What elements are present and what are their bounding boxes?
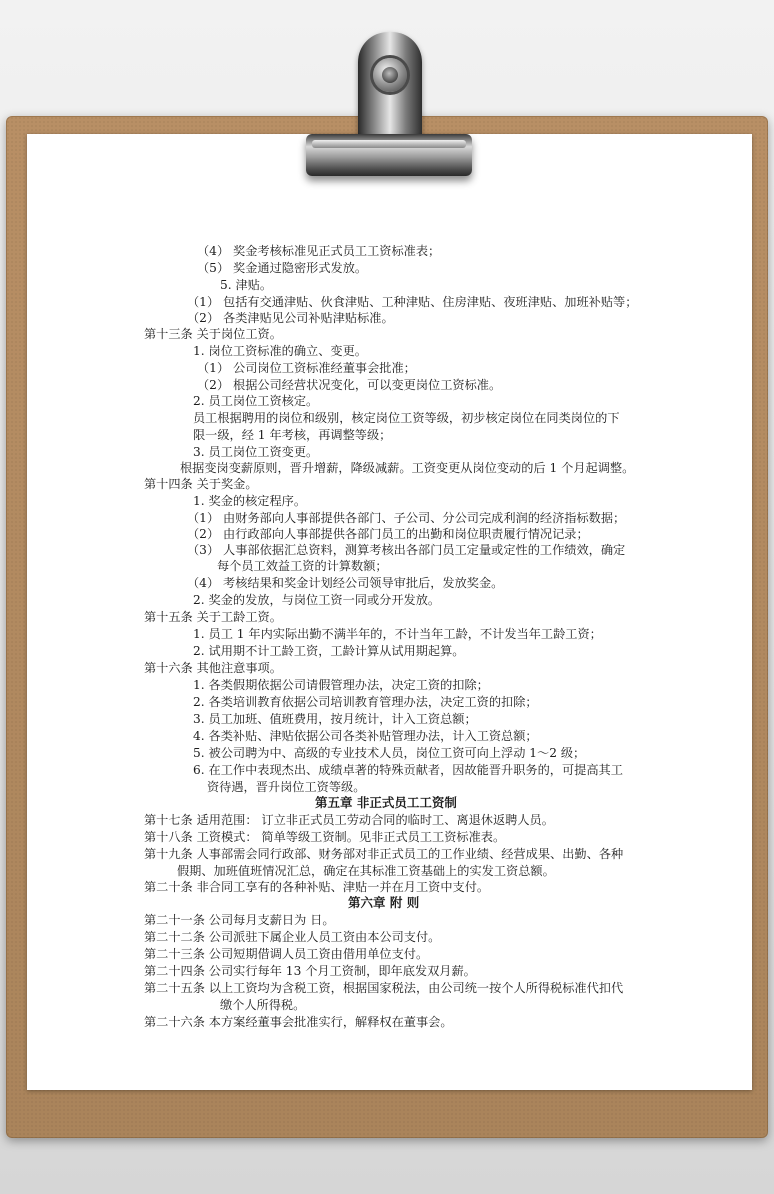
text-line: 根据变岗变薪原则，晋升增薪，降级减薪。工资变更从岗位变动的后 1 个月起调整。 bbox=[180, 461, 635, 475]
article-heading: 第二十六条 本方案经董事会批准实行，解释权在董事会。 bbox=[144, 1015, 453, 1029]
text-line: 1. 员工 1 年内实际出勤不满半年的，不计当年工龄，不计发当年工龄工资； bbox=[193, 627, 602, 641]
text-line: 1. 奖金的核定程序。 bbox=[193, 494, 307, 508]
text-line: 员工根据聘用的岗位和级别，核定岗位工资等级，初步核定岗位在同类岗位的下 bbox=[193, 411, 620, 425]
text-line: 每个员工效益工资的计算数额； bbox=[217, 559, 388, 573]
document-page bbox=[27, 134, 752, 1090]
article-heading: 第十九条 人事部需会同行政部、财务部对非正式员工的工作业绩、经营成果、出勤、各种 bbox=[144, 847, 624, 861]
text-line: （1） 由财务部向人事部提供各部门、子公司、分公司完成利润的经济指标数据； bbox=[187, 511, 626, 525]
article-heading: 第十七条 适用范围： 订立非正式员工劳动合同的临时工、离退休返聘人员。 bbox=[144, 813, 554, 827]
text-line: 1. 各类假期依据公司请假管理办法，决定工资的扣除； bbox=[193, 678, 489, 692]
article-heading: 第二十一条 公司每月支薪日为 日。 bbox=[144, 913, 335, 927]
binder-clip bbox=[300, 22, 476, 178]
text-line: 6. 在工作中表现杰出、成绩卓著的特殊贡献者，因故能晋升职务的，可提高其工 bbox=[193, 763, 623, 777]
article-heading: 第十五条 关于工龄工资。 bbox=[144, 610, 282, 624]
text-line: 2. 试用期不计工龄工资，工龄计算从试用期起算。 bbox=[193, 644, 465, 658]
article-heading: 第十八条 工资模式： 简单等级工资制。见非正式员工工资标准表。 bbox=[144, 830, 506, 844]
article-heading: 第二十四条 公司实行每年 13 个月工资制，即年底发双月薪。 bbox=[144, 964, 476, 978]
text-line: （3） 人事部依据汇总资料，测算考核出各部门员工定量或定性的工作绩效，确定 bbox=[187, 543, 626, 557]
clip-rivet-center bbox=[382, 67, 398, 83]
text-line: （2） 各类津贴见公司补贴津贴标准。 bbox=[187, 311, 394, 325]
document-body bbox=[27, 134, 752, 1090]
article-heading: 第二十条 非合同工享有的各种补贴、津贴一并在月工资中支付。 bbox=[144, 880, 490, 894]
text-line: （4） 考核结果和奖金计划经公司领导审批后，发放奖金。 bbox=[187, 576, 504, 590]
article-heading: 第十六条 其他注意事项。 bbox=[144, 661, 282, 675]
text-line: 2. 员工岗位工资核定。 bbox=[193, 394, 319, 408]
text-line: 假期、加班值班情况汇总，确定在其标准工资基础上的实发工资总额。 bbox=[177, 864, 555, 878]
text-line: 5. 被公司聘为中、高级的专业技术人员，岗位工资可向上浮动 1～2 级； bbox=[193, 746, 586, 760]
text-line: 2. 奖金的发放，与岗位工资一同或分开发放。 bbox=[193, 593, 441, 607]
text-line: （2） 根据公司经营状况变化，可以变更岗位工资标准。 bbox=[197, 378, 502, 392]
text-line: 缴个人所得税。 bbox=[220, 998, 306, 1012]
text-line: 3. 员工加班、值班费用，按月统计，计入工资总额； bbox=[193, 712, 477, 726]
clip-jaw-highlight bbox=[312, 140, 466, 148]
text-line: （5） 奖金通过隐密形式发放。 bbox=[197, 261, 368, 275]
text-line: 2. 各类培训教育依据公司培训教育管理办法，决定工资的扣除； bbox=[193, 695, 538, 709]
chapter-heading: 第五章 非正式员工工资制 bbox=[315, 795, 457, 810]
article-heading: 第二十三条 公司短期借调人员工资由借用单位支付。 bbox=[144, 947, 429, 961]
text-line: 资待遇，晋升岗位工资等级。 bbox=[207, 780, 366, 794]
article-heading: 第十四条 关于奖金。 bbox=[144, 477, 258, 491]
text-line: （4） 奖金考核标准见正式员工工资标准表； bbox=[197, 244, 441, 258]
text-line: （1） 公司岗位工资标准经董事会批准； bbox=[197, 361, 416, 375]
chapter-heading: 第六章 附 则 bbox=[348, 895, 420, 910]
article-heading: 第二十五条 以上工资均为含税工资，根据国家税法，由公司统一按个人所得税标准代扣代 bbox=[144, 981, 624, 995]
article-heading: 第十三条 关于岗位工资。 bbox=[144, 327, 282, 341]
text-line: 限一级，经 1 年考核，再调整等级； bbox=[193, 428, 392, 442]
text-line: 4. 各类补贴、津贴依据公司各类补贴管理办法，计入工资总额； bbox=[193, 729, 538, 743]
text-line: 1. 岗位工资标准的确立、变更。 bbox=[193, 344, 367, 358]
text-line: （2） 由行政部向人事部提供各部门员工的出勤和岗位职责履行情况记录； bbox=[187, 527, 589, 541]
text-line: （1） 包括有交通津贴、伙食津贴、工种津贴、住房津贴、夜班津贴、加班补贴等； bbox=[187, 295, 638, 309]
article-heading: 第二十二条 公司派驻下属企业人员工资由本公司支付。 bbox=[144, 930, 441, 944]
text-line: 3. 员工岗位工资变更。 bbox=[193, 445, 319, 459]
text-line: 5. 津贴。 bbox=[220, 278, 273, 292]
